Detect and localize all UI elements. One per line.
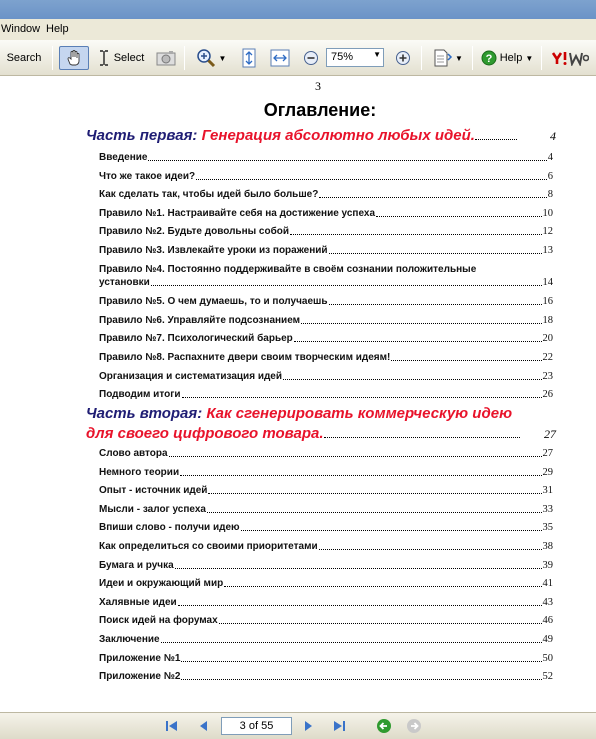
part2-title-line1: Как сгенерировать коммерческую идею [206,405,513,422]
toc-entry[interactable] [99,596,553,609]
svg-text:?: ? [485,53,493,65]
toc-entry-text: Как определиться со своими приоритетами [99,541,318,552]
toc-entry-page: 4 [547,152,553,163]
toc-entry-page: 41 [542,578,553,590]
menu-window[interactable]: Window [1,23,41,35]
last-page-button[interactable] [330,718,348,734]
help-icon [481,50,497,66]
fit-height-button[interactable] [238,46,260,70]
toc-entry[interactable] [99,447,553,460]
search-label: Search [6,52,42,64]
dot-leader [207,512,542,513]
part1-title: Генерация абсолютно любых идей. [201,127,475,144]
toc-entry-page: 12 [542,226,553,238]
dot-leader [178,605,542,606]
part1-heading [86,126,556,146]
toc-entry[interactable] [99,151,553,164]
toc-entry-page: 52 [542,671,553,683]
toc-entry[interactable] [99,170,553,183]
toc-entry-page: 8 [547,189,553,201]
yahoo-logo-icon [551,50,589,66]
toc-entry-text: Немного теории [99,466,180,478]
next-page-icon [303,719,315,733]
dot-leader [151,285,542,286]
dot-leader [181,679,541,680]
toc-entry[interactable] [99,388,553,401]
document-view[interactable] [0,76,596,712]
dot-leader [294,341,542,342]
toc-entry[interactable] [99,314,553,327]
toc-entry-page: 33 [542,503,553,515]
toc-entry-text: Правило №4. Постоянно поддерживайте в своём сознании положительные [99,263,477,275]
toc-entry-page: 43 [542,596,553,608]
part1-lead: Часть первая: [86,127,198,144]
menu-help[interactable]: Help [46,23,69,35]
page-indicator: 3 of 55 [239,720,274,732]
select-label: Select [113,52,145,64]
dot-leader [241,530,542,531]
toc-entry-page: 10 [542,207,553,219]
toc-entry[interactable] [99,332,553,345]
toc-entry-page: 27 [542,448,553,459]
toc-entry-text: Правило №8. Распахните двери своим творческим идеям! [99,352,391,363]
toc-entry-text: Приложение №2 [99,671,181,683]
toc-entry-text: Правило №5. О чем думаешь, то и получаешь [99,296,328,308]
help-label: Help [499,52,523,64]
toc-entry[interactable] [99,370,553,383]
dot-leader [175,568,542,569]
fit-height-icon [242,48,256,68]
dot-leader [161,642,542,643]
toc-entry-text: Правило №6. Управляйте подсознанием [99,314,301,326]
part2-title-line2: для своего цифрового товара. [86,425,324,442]
zoom-level-field[interactable] [326,48,384,67]
title-bar [0,0,596,19]
previous-page-icon [197,719,209,733]
toc-entry-page: 35 [542,522,553,534]
toc-entry-page: 18 [542,314,553,326]
dot-leader [329,304,542,305]
plus-circle-icon [395,50,411,66]
toc-entry-page: 13 [542,245,553,256]
first-page-icon [164,719,180,733]
toc-entry-text: Приложение №1 [99,652,181,664]
toc-entry-text: Поиск идей на форумах [99,615,218,627]
toc-entry-text: Правило №7. Психологический барьер [99,333,293,345]
toc-entry-text: Халявные идеи [99,596,177,608]
toc-entry[interactable] [99,207,553,220]
toc-title: Оглавление: [263,100,377,120]
first-page-button[interactable] [163,718,181,734]
part2-page: 27 [544,427,556,441]
toc-entry[interactable] [99,652,553,665]
dot-leader [301,323,541,324]
previous-page-button[interactable] [194,718,212,734]
page-number: 3 [315,79,321,93]
toc-entry-page: 26 [542,389,553,401]
toc-entry-text: Организация и систематизация идей [99,370,283,382]
forward-arrow-icon [406,718,422,734]
toc-entry-page: 6 [547,170,553,182]
toc-entry-page: 29 [542,466,553,478]
dot-leader [319,549,542,550]
toc-entry[interactable] [99,225,553,238]
toc-entry-page: 39 [542,559,553,571]
dot-leader [319,197,546,198]
magnifier-plus-icon [196,48,216,68]
dot-leader [182,397,542,398]
toc-entry-text: Подводим итоги [99,389,181,401]
toc-entry[interactable] [99,503,553,516]
toc-entry-page: 14 [542,276,553,288]
toc-entry-text: Мысли - залог успеха [99,503,206,515]
dot-leader [181,661,541,662]
chevron-down-icon: ▼ [455,53,463,63]
toc-entry-page: 20 [542,333,553,345]
forward-button[interactable] [405,718,423,734]
toc-entry[interactable] [99,521,553,534]
fit-width-icon [270,49,290,67]
dot-leader [376,216,541,217]
toc-entry-page: 16 [542,296,553,308]
back-arrow-icon [376,718,392,734]
dot-leader [169,456,542,457]
hand-icon [65,49,83,67]
hand-tool-button[interactable] [59,46,89,70]
toc-entry[interactable] [99,484,553,497]
toc-entry[interactable] [99,559,553,572]
toc-entry-text: установки [99,276,150,288]
dot-leader [329,253,542,254]
page-indicator-field[interactable] [221,717,292,735]
zoom-level-value: 75% [331,51,354,63]
toc-entry[interactable] [99,577,553,590]
toc-entry[interactable] [99,540,553,553]
menu-bar [0,19,596,40]
dot-leader [290,234,541,235]
toc-entry[interactable] [99,244,553,257]
next-page-button[interactable] [300,718,318,734]
dot-leader [208,493,541,494]
toc-entry-text: Правило №2. Будьте довольны собой [99,226,290,238]
dot-leader [219,623,542,624]
fit-width-button[interactable] [268,46,292,70]
toc-entry[interactable] [99,295,553,308]
toc-entry-page: 23 [542,370,553,382]
zoom-out-button[interactable] [300,46,322,70]
toc-entry-page: 31 [542,485,553,497]
toc-entry-text: Как сделать так, чтобы идей было больше? [99,189,319,201]
toc-entry-text: Бумага и ручка [99,559,174,571]
zoom-tool-button[interactable] [193,46,229,70]
page-layout-button[interactable] [430,46,466,70]
back-button[interactable] [375,718,393,734]
part1-page: 4 [550,129,556,143]
toc-entry-text: Что же такое идеи? [99,170,196,182]
dot-leader [180,475,541,476]
toc-entry-page: 50 [542,652,553,664]
toc-entry[interactable] [99,188,553,201]
navigation-bar [0,712,596,739]
toc-entry-text: Слово автора [99,448,168,459]
text-cursor-icon [98,49,110,67]
yahoo-logo-button[interactable] [549,46,591,70]
chevron-down-icon: ▼ [525,53,534,63]
toc-entry-page: 49 [542,634,553,645]
help-button[interactable] [478,46,536,70]
dot-leader [283,379,541,380]
toc-entry[interactable] [99,263,553,289]
toc-entry-text: Идеи и окружающий мир [99,578,224,590]
zoom-dropdown-icon[interactable]: ▼ [373,50,381,59]
toc-entry[interactable] [99,351,553,364]
dot-leader [148,160,546,161]
chevron-down-icon: ▼ [218,53,227,63]
camera-icon [156,50,176,66]
toc-entry[interactable] [99,466,553,479]
part2-lead: Часть вторая: [86,405,203,422]
toc-entry-page: 46 [542,615,553,627]
toc-entry[interactable] [99,614,553,627]
last-page-icon [331,719,347,733]
toc-entry-page: 38 [542,541,553,552]
part2-heading [86,404,556,444]
toc-entry-text: Впиши слово - получи идею [99,522,240,534]
search-button[interactable] [0,46,48,70]
toc-entry-text: Введение [99,152,148,163]
dot-leader [391,360,541,361]
toc-entry[interactable] [99,633,553,646]
snapshot-button[interactable] [154,46,178,70]
toc-entry-text: Правило №1. Настраивайте себя на достижение успеха [99,207,376,219]
toc-entry-page: 22 [542,352,553,363]
toolbar [0,40,596,76]
document-layout-icon [433,48,453,68]
minus-circle-icon [303,50,319,66]
dot-leader [196,179,547,180]
zoom-in-button[interactable] [392,46,414,70]
toc-entry[interactable] [99,670,553,683]
toc-entry-text: Опыт - источник идей [99,485,208,497]
toc-entry-text: Заключение [99,634,160,645]
toc-entry-text: Правило №3. Извлекайте уроки из поражений [99,245,328,256]
dot-leader [224,586,541,587]
select-tool-button[interactable] [93,46,149,70]
